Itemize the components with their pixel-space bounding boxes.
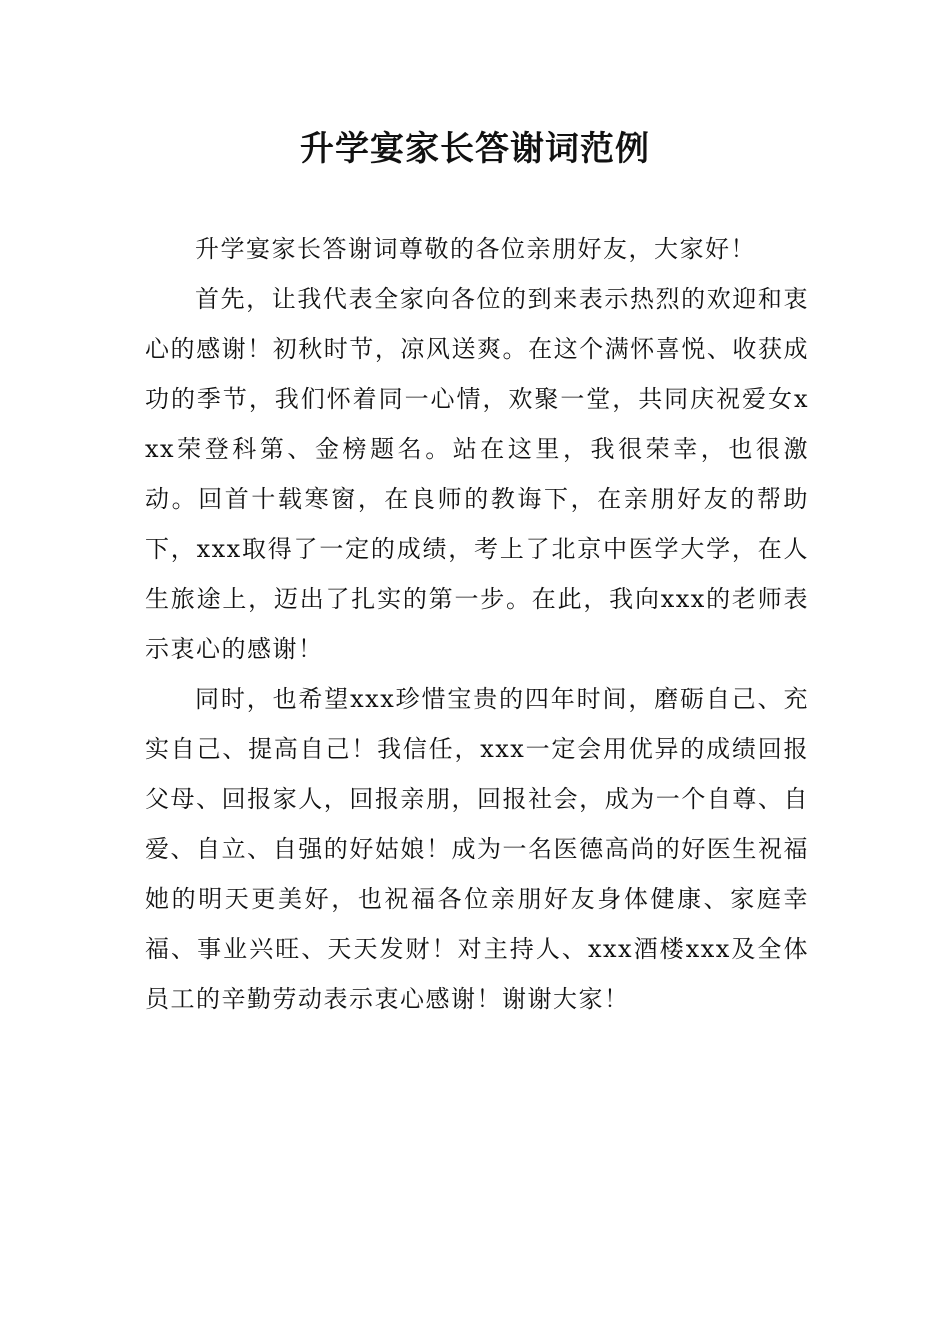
- paragraph-wishes: 同时，也希望xxx珍惜宝贵的四年时间，磨砺自己、充实自己、提高自己！我信任，xxx一定会用优异的成绩回报父母、回报家人，回报亲朋，回报社会，成为一个自尊、自爱、自立、自强的好姑娘！成为一名医德高尚的好医生祝福她的明天更美好，也祝福各位亲朋好友身体健康、家庭幸福、事业兴旺、天天发财！对主持人、xxx酒楼xxx及全体员工的辛勤劳动表示衷心感谢！谢谢大家！: [145, 685, 809, 1013]
- document-title: 升学宴家长答谢词范例: [300, 129, 650, 169]
- document-body: [145, 224, 809, 1024]
- paragraph-greeting: 升学宴家长答谢词尊敬的各位亲朋好友，大家好！: [195, 235, 756, 263]
- paragraph-thanks: 首先，让我代表全家向各位的到来表示热烈的欢迎和衷心的感谢！初秋时节，凉风送爽。在这个满怀喜悦、收获成功的季节，我们怀着同一心情，欢聚一堂，共同庆祝爱女xxx荣登科第、金榜题名。站在这里，我很荣幸，也很激动。回首十载寒窗，在良师的教诲下，在亲朋好友的帮助下，xxx取得了一定的成绩，考上了北京中医学大学，在人生旅途上，迈出了扎实的第一步。在此，我向xxx的老师表示衷心的感谢！: [145, 285, 809, 663]
